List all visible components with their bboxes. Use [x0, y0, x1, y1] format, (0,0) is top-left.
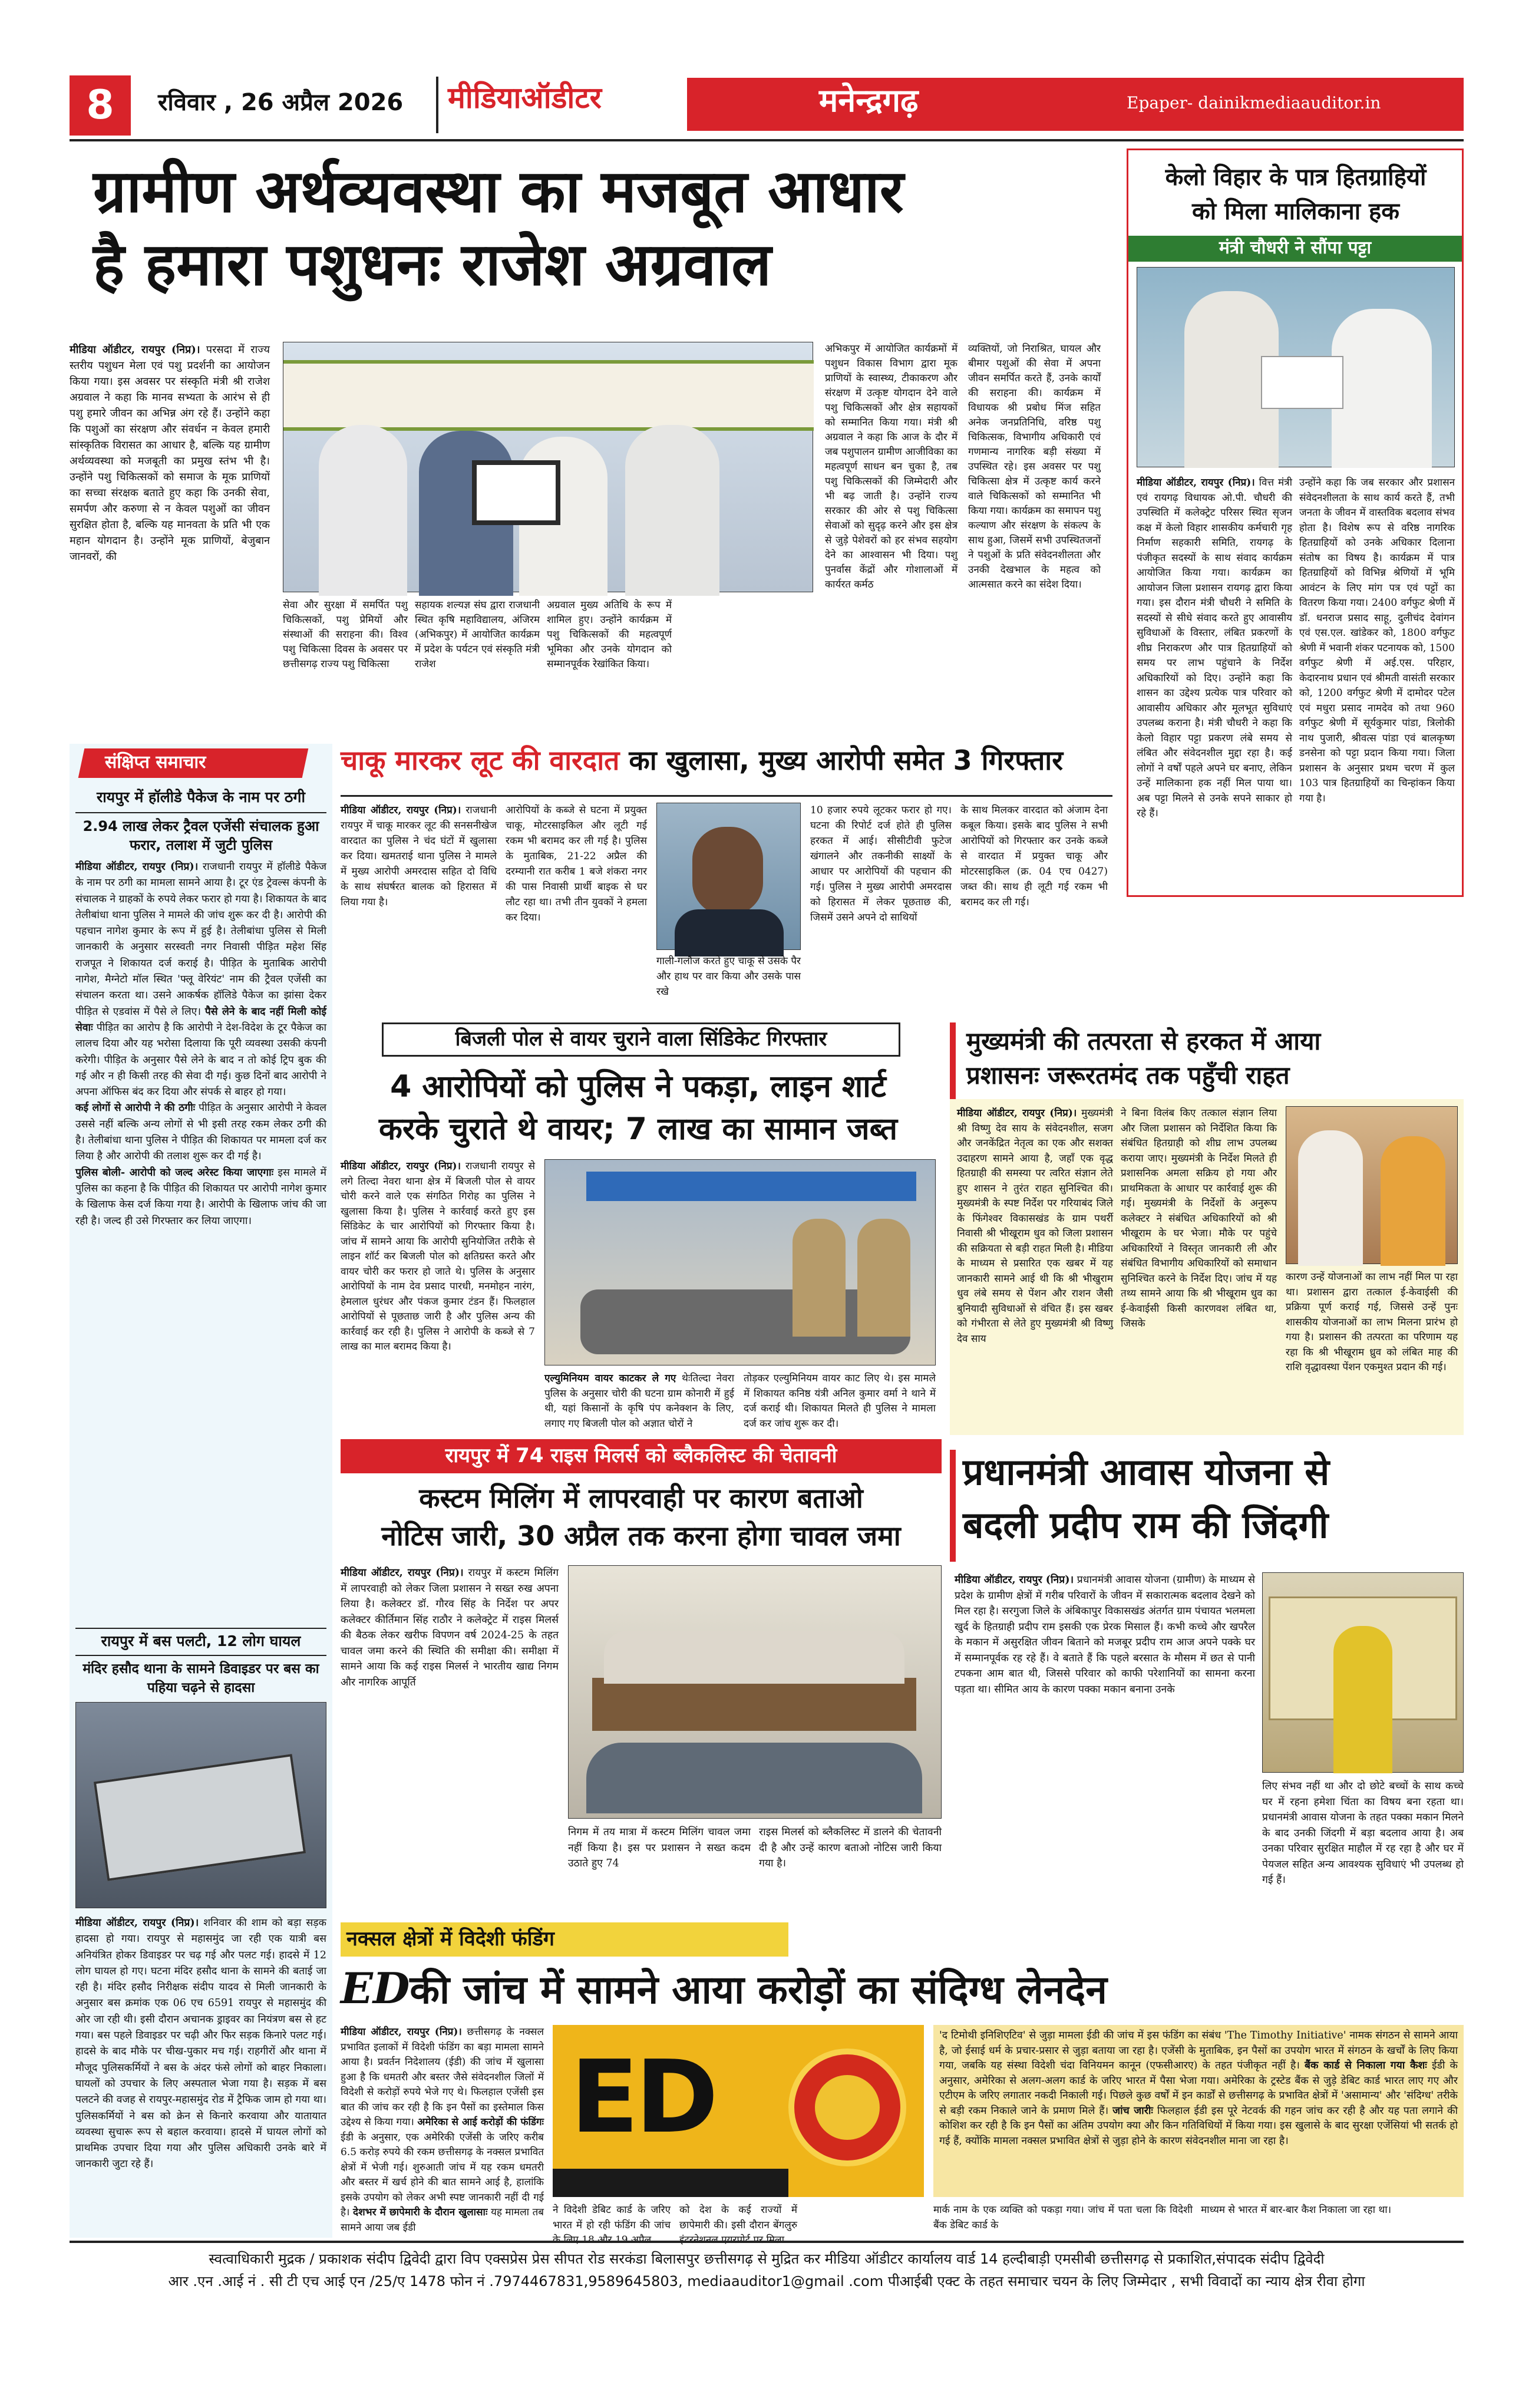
cm-headline-line1: मुख्यमंत्री की तत्परता से हरकत में आया — [966, 1027, 1321, 1055]
cm-photo — [1286, 1106, 1458, 1264]
ed-headline-text: की जांच में सामने आया करोड़ों का संदिग्ध लेनदेन — [410, 1967, 1107, 2013]
policeman-2 — [857, 1219, 910, 1337]
rice-banner: रायपुर में 74 राइस मिलर्स को ब्लैकलिस्ट की चेतावनी — [445, 1444, 837, 1467]
chaku-headline-rest: का खुलासा, मुख्य आरोपी समेत 3 गिरफ्तार — [619, 744, 1064, 776]
kelo-document — [1261, 356, 1343, 409]
brief-story1: मीडिया ऑडीटर, रायपुर (निप्र)। राजधानी रायपुर में हॉलीडे पैकेज के नाम पर ठगी का मामला सामने आया है। टूर एंड ट्रेवल्स कंपनी के संचालक ने ग्राहकों के रुपये लेकर फरार हो गया है। शिकायत के बाद तेलीबांधा थाना पुलिस ने मामले की जांच शुरू कर दी है। आरोपी की पहचान नागेश कुमार के रूप में हुई है। तेलीबांधा पुलिस से मिली जानकारी के अनुसार सरस्वती नगर निवासी पीड़ित महेश सिंह राजपूत ने शिकायत दर्ज कराई है। पीड़ित के मुताबिक आरोपी नागेश, मैग्नेटो मॉल स्थित 'फ्लू वेरियंट' नाम की ट्रैवल एजेंसी का संचालन करता था। उसने आकर्षक हॉलिडे पैकेज का झांसा देकर पीड़ित से एडवांस में पैसे ले लिए। पैसे लेने के बाद नहीं मिली कोई सेवाः पीड़ित का आरोप है कि आरोपी ने देश-विदेश के टूर पैकेज का लालच दिया और यह भरोसा दिलाया कि पूरी व्यवस्था उसकी कंपनी करेगी। पीड़ित के अनुसार पैसे लेने के बाद न तो कोई ट्रिप बुक की गई और न ही किसी तरह की सेवा दी गई। कुछ दिनों बाद आरोपी ने अपना ऑफिस बंद कर दिया और संपर्क से बाहर हो गया। कई लोगों से आरोपी ने की ठगीः पीड़ित के अनुसार आरोपी ने केवल उससे नहीं बल्कि अन्य लोगों से भी इसी तरह रकम लेकर ठगी की है। तेलीबांधा थाना पुलिस ने पीड़ित की शिकायत पर मामला दर्ज कर लिया है और आरोपी की तलाश शुरू कर दी गई है। पुलिस बोली- आरोपी को जल्द अरेस्ट किया जाएगाः इस मामले में पुलिस का कहना है कि पीड़ित की शिकायत पर आरोपी नागेश कुमार के खिलाफ केस दर्ज किया गया है। आरोपी के खिलाफ जांच की जा रही है। जल्द ही उसे गिरफ्तार कर लिया जाएगा। — [75, 861, 326, 1227]
masthead-rule — [70, 139, 1464, 141]
rice-story — [341, 1439, 947, 1916]
pm-body: मीडिया ऑडीटर, रायपुर (निप्र)। प्रधानमंत्री आवास योजना (ग्रामीण) के माध्यम से प्रदेश के ग्रामीण क्षेत्रों में गरीब परिवारों के जीवन में सकारात्मक बदलाव देखने को मिल रहा है। सरगुजा जिले के अंबिकापुर विकासखंड अंतर्गत ग्राम पंचायत भलमला खुर्द के हितग्राही प्रदीप राम इसकी एक प्रेरक मिसाल हैं। कभी कच्चे और खपरैल के मकान में असुरक्षित जीवन बिताने को मजबूर प्रदीप राम आज अपने पक्के घर में सम्मानपूर्वक रह रहे हैं। वे बताते हैं कि पहले बरसात के मौसम में छत से पानी टपकना आम बात थी, जिससे परिवार को काफी परेशानियों का सामना करना पड़ता था। सीमित आय के कारण पक्का मकान बनाना उनके — [955, 1574, 1255, 1696]
kelo-col2: उन्होंने कहा कि जब सरकार और प्रशासन संवेदनशीलता के साथ कार्य करते हैं, तभी जनता के जीवन में वास्तविक बदलाव संभव होता है। विशेष रूप से वरिष्ठ नागरिक हितग्राहियों को उनके अधिकार दिलाना संतोष का विषय है। कार्यक्रम में पात्र हितग्राहियों को विभिन्न श्रेणियों में भूमि आवंटन के लिए मांग पत्र एवं पट्टों का वितरण किया गया। 2400 वर्गफुट श्रेणी में डॉ. धनराज प्रसाद साहू, दुलीचंद देवांगन एवं एस.एल. खांडेकर को, 1800 वर्गफुट श्रेणी में भवानी शंकर पटनायक को, 1500 वर्गफुट श्रेणी में अई.एस. परिहार, केदारनाथ प्रधान एवं श्रीमती वासंती सरकार को, 1200 वर्गफुट श्रेणी में दामोदर पटेल एवं मधुरा प्रसाद नामदेव को तथा 960 वर्गफुट श्रेणी में सूर्यकुमार पांडा, त्रिलोकी नाथ पुजारी, श्रीवत्स पांडा एवं बालकृष्ण डनसेना को पट्टा प्रदान किया गया। जिला प्रशासन के अनुसार प्रथम चरण में कुल 103 पात्र हितग्राहियों का चिन्हांकन किया गया है। — [1299, 477, 1455, 804]
chaku-story — [341, 744, 1118, 1021]
accused-shirt — [675, 909, 784, 956]
city-name: मनेन्द्रगढ़ — [819, 82, 919, 119]
kelo-byline: मीडिया ऑडीटर, रायपुर (निप्र)। — [1137, 477, 1255, 489]
beneficiary — [1333, 1626, 1392, 1773]
chaku-col3: 10 हजार रुपये लूटकर फरार हो गए। घटना की रिपोर्ट दर्ज होते ही पुलिस हरकत में आई। सीसीटीवी फुटेज खंगालने और तकनीकी साक्ष्यों के आधार पर आरोपियों की पहचान की गई। पुलिस ने मुख्य आरोपी अमरदास को हिरासत में लेकर पूछताछ की, जिसमें उसने अपने दो साथियों — [810, 804, 952, 923]
cm-story — [950, 1022, 1464, 1435]
chaku-col4: के साथ मिलकर वारदात को अंजाम देना कबूल किया। इसके बाद पुलिस ने सभी आरोपियों को गिरफ्तार कर उनके कब्जे से वारदात में प्रयुक्त चाकू और मोटरसाइकिल (क्र. 04 एच 0427) जब्त की। साथ ही लूटी गई रकम भी बरामद कर ली गई। — [960, 804, 1108, 908]
cm-person-2 — [1381, 1136, 1445, 1266]
ed-foot2: माध्यम से भारत में बार-बार कैश निकाला जा रहा था। — [1201, 2204, 1392, 2216]
rice-body: मीडिया ऑडीटर, रायपुर (निप्र)। रायपुर में कस्टम मिलिंग में लापरवाही को लेकर जिला प्रशासन ने सख्त रुख अपना लिया है। कलेक्टर डॉ. गौरव सिंह के निर्देश पर अपर कलेक्टर कीर्तिमान सिंह राठौर ने कलेक्ट्रेट में राइस मिलर्स की बैठक लेकर खरीफ विपणन वर्ष 2024-25 के तहत चावल जमा करने की स्थिति की समीक्षा की। समीक्षा में सामने आया कि कई राइस मिलर्स ने भारतीय खाद्य निगम और नागरिक आपूर्ति — [341, 1567, 559, 1688]
lead-col2: सेवा और सुरक्षा में समर्पित पशु चिकित्सकों, पशु प्रेमियों और संस्थाओं की सराहना की। विश्व पशु चिकित्सा दिवस के अवसर पर छत्तीसगढ़ राज्य पशु चिकित्सा — [283, 599, 408, 670]
rice-headline-line2: नोटिस जारी, 30 अप्रैल तक करना होगा चावल जमा — [381, 1520, 901, 1552]
cm-col2: ने बिना विलंब किए तत्काल संज्ञान लिया और जिला प्रशासन को निर्देशित किया कि संबंधित हितग्राही को शीघ्र लाभ उपलब्ध कराया जाए। मुख्यमंत्री के निर्देश मिलते ही प्रशासनिक अमला सक्रिय हो गया और प्राथमिकता के आधार पर कार्रवाई शुरू की गई। मुख्यमंत्री के निर्देशों के अनुरूप कलेक्टर ने संबंधित अधिकारियों को श्री भीखूराम के घर भेजा। मौके पर पहुंचे अधिकारियों ने विस्तृत जानकारी ली और संबंधित विभागीय अधिकारियों को समाधान सुनिश्चित करने के निर्देश दिए। जांच में यह तथ्य सामने आया कि श्री भीखूराम धुव का ई-केवाईसी किसी कारणवश लंबित था, जिसके — [1121, 1107, 1277, 1330]
bijli-headline-line2: करके चुराते थे वायर; 7 लाख का सामान जब्त — [378, 1111, 898, 1147]
lead-col5: अभिकपुर में आयोजित कार्यक्रमों में पशुधन विकास विभाग द्वारा मूक प्राणियों के स्वास्थ्य, टीकाकरण और संरक्षण में उत्कृष्ट योगदान देने वाले पशु चिकित्सकों और क्षेत्र सहायकों को सम्मानित किया गया। मंत्री श्री अग्रवाल ने कहा कि आज के दौर में जब पशुपालन ग्रामीण आजीविका का महत्वपूर्ण साधन बन चुका है, तब पशु चिकित्सकों की जिम्मेदारी और भी बढ़ जाती है। उन्होंने राज्य सरकार की ओर से पशु चिकित्सा सेवाओं को सुदृढ़ करने और इस क्षेत्र से जुड़े पेशेवरों को हर संभव सहयोग देने का आश्वासन भी दिया। पशु पुनर्वास केंद्रों और गोशालाओं में कार्यरत कर्मठ — [825, 343, 958, 591]
ed-logo-letters: ED — [570, 2039, 715, 2156]
ed-story — [341, 1922, 1464, 2246]
brief-story2: मीडिया ऑडीटर, रायपुर (निप्र)। शनिवार की शाम को बड़ा सड़क हादसा हो गया। रायपुर से महासमुंद जा रही एक यात्री बस अनियंत्रित होकर डिवाइडर पर चढ़ गई और पलट गई। हादसे में 12 लोग घायल हो गए। घटना मंदिर हसौद थाना के सामने की बताई जा रही है। मंदिर हसौद निरीक्षक संदीप यादव से मिली जानकारी के अनुसार बस क्रमांक एक 06 एच 6591 रायपुर से महासमुंद की ओर जा रही थी। इसी दौरान अचानक ड्राइवर का नियंत्रण बस से हट गया। बस पहले डिवाइडर पर चढ़ी और फिर सड़क किनारे पलट गई। हादसे के बाद मौके पर चीख-पुकार मच गई। राहगीरों और थाना में मौजूद पुलिसकर्मियों ने बस के अंदर फंसे लोगों को बाहर निकाला। घायलों को उपचार के लिए अस्पताल भेजा गया है। सड़क में बस पलटने की वजह से रायपुर-महासमुंद रोड में ट्रैफिक जाम हो गया था। पुलिसकर्मियों ने बस को क्रेन से किनारे करवाया और यातायात व्यवस्था सुचारू रूप से बहाल करवाया। हादसे में घायल लोगों को प्राथमिक उपचार दिया गया और पुलिस अधिकारी उनके बारे में जानकारी जुटा रहे हैं। — [75, 1917, 326, 2171]
masthead-divider — [436, 77, 438, 133]
kelo-story — [1127, 149, 1464, 897]
chaku-headline-red: चाकू मारकर लूट की वारदात — [341, 744, 620, 776]
ed-seal-inner — [815, 2075, 880, 2140]
pm-headline-bar — [950, 1450, 956, 1562]
ed-headline-ed: ED — [341, 1963, 410, 2013]
ed-graphic-caption-strip — [553, 2169, 788, 2197]
kelo-headline-line2: को मिला मालिकाना हक — [1192, 198, 1399, 225]
kelo-subhead: मंत्री चौधरी ने सौंपा पट्टा — [1219, 237, 1372, 258]
ed-headline — [341, 1962, 1464, 2019]
date: रविवार , 26 अप्रैल 2026 — [158, 89, 404, 116]
pm-col2: लिए संभव नहीं था और दो छोटे बच्चों के साथ कच्चे घर में रहना हमेशा चिंता का विषय बना रहता था। प्रधानमंत्री आवास योजना के तहत पक्का मकान मिलने के बाद उनकी जिंदगी में बड़ा बदलाव आया है। अब उनका परिवार सुरक्षित माहौल में रह रहा है और घर में पेयजल सहित अन्य आवश्यक सुविधाएं भी उपलब्ध हो गई हैं। — [1262, 1780, 1464, 1886]
lead-col3: सहायक शल्यज्ञ संघ द्वारा राजधानी स्थित कृषि महाविद्यालय, अंजिरम (अभिकपुर) में आयोजित कार्यक्रम में प्रदेश के पर्यटन एवं संस्कृति मंत्री राजेश — [415, 599, 540, 670]
ed-col4: 'द टिमोथी इनिशिएटिव' से जुड़ा मामला ईडी की जांच में इस फंडिंग का संबंध 'The Timothy Initiative' नामक संगठन से सामने आया है, जो ईसाई धर्म के प्रचार-प्रसार से जुड़ा बताया जा रहा है। एजेंसी के मुताबिक, इन पैसों का उपयोग भारत में संगठन के खर्चों के लिए किया गया, जबकि यह संस्था विदेशी चंदा विनियमन कानून (एफसीआरए) के तहत पंजीकृत नहीं है। बैंक कार्ड से निकाला गया कैशः ईडी के अनुसार, अमेरिका से अलग-अलग कार्ड के जरिए भारत में पैसा भेजा गया। अमेरिका के ट्रस्टेड बैंक से जुड़े डेबिट कार्ड भारत लाए गए और एटीएम के जरिए लगातार नकदी निकाली गई। पिछले कुछ वर्षों में इन कार्डों से छत्तीसगढ़ के प्रभावित क्षेत्रों में 'असामान्य' और 'संदिग्ध' तरीके से बड़ी रकम निकाले जाने के प्रमाण मिले हैं। जांच जारीः फिलहाल ईडी इस पूरे नेटवर्क की गहन जांच कर रही है और यह पता लगाने की कोशिश कर रही है कि इन पैसों का अंतिम उपयोग क्या और किन गतिविधियों में किया गया। इस खुलासे के बाद सुरक्षा एजेंसियां भी सतर्क हो गई हैं, क्योंकि मामला नक्सल प्रभावित क्षेत्रों से जुड़ा होने के कारण संवेदनशील माना जा रहा है। — [939, 2030, 1458, 2147]
ed-kicker: नक्सल क्षेत्रों में विदेशी फंडिंग — [346, 1927, 554, 1951]
kelo-col1: मीडिया ऑडीटर, रायपुर (निप्र)। वित्त मंत्री एवं रायगढ़ विधायक ओ.पी. चौधरी की उपस्थिति में कलेक्ट्रेट परिसर स्थित सृजन कक्ष में केलो विहार शासकीय कर्मचारी गृह निर्माण सहकारी समिति, रायगढ़ के पंजीकृत सदस्यों के साथ संवाद कार्यक्रम आयोजित किया गया। कार्यक्रम का आयोजन जिला प्रशासन रायगढ़ द्वारा किया गया। इस दौरान मंत्री चौधरी ने समिति के सदस्यों से सीधे संवाद करते हुए आवासीय सुविधाओं के विस्तार, लंबित प्रकरणों के शीघ्र निराकरण और पात्र हितग्राहियों को समय पर लाभ पहुंचाने के निर्देश अधिकारियों को दिए। उन्होंने कहा कि शासन का उद्देश्य प्रत्येक पात्र परिवार को आवासीय अधिकार और मूलभूत सुविधाएं उपलब्ध कराना है। मंत्री चौधरी ने कहा कि केलो विहार पट्टा प्रकरण लंबे समय से लंबित और संवेदनशील मुद्दा रहा है। कई लोगों ने वर्षों पहले अपने घर बनाए, लेकिन उन्हें मालिकाना हक नहीं मिल पाया था। अब पट्टा मिलने से उनके सपने साकार हो रहे हैं। — [1137, 477, 1292, 819]
page-number: 8 — [86, 82, 114, 128]
bijli-story — [341, 1022, 942, 1435]
policeman-1 — [793, 1219, 846, 1337]
meeting-table — [592, 1678, 916, 1731]
bijli-kicker: बिजली पोल से वायर चुराने वाला सिंडिकेट गिरफ्तार — [455, 1027, 827, 1051]
police-station-photo — [544, 1159, 936, 1365]
kelo-photo — [1137, 267, 1455, 467]
epaper-url[interactable]: Epaper- dainikmediaauditor.in — [1127, 93, 1381, 113]
lead-col1: मीडिया ऑडीटर, रायपुर (निप्र)। परसदा में राज्य स्तरीय पशुधन मेला एवं पशु प्रदर्शनी का आयोजन किया गया। इस अवसर पर संस्कृति मंत्री श्री राजेश अग्रवाल ने कहा कि मानव सभ्यता के आरंभ से ही पशु हमारे जीवन का अभिन्न अंग रहे हैं। उन्होंने कहा कि पशुओं का संरक्षण और संवर्धन न केवल हमारी सांस्कृतिक विरासत का आधार है, बल्कि यह ग्रामीण अर्थव्यवस्था को मजबूती का प्रमुख स्तंभ भी है। उन्होंने पशु चिकित्सकों को समाज के मूक प्राणियों का सच्चा संरक्षक बताते हुए कहा कि उनकी सेवा, समर्पण और करुणा से न केवल पशुओं का जीवन सुरक्षित होता है, बल्कि यह मानवता के प्रति भी एक महान योगदान है। उन्होंने मूक प्राणियों, बेजुबान जानवरों, की — [70, 344, 270, 563]
ed-col3: को देश के कई राज्यों में छापेमारी की। इसी दौरान बेंगलुरु इंटरनेशनल एयरपोर्ट पर मिला — [679, 2204, 797, 2246]
award-frame — [472, 460, 560, 525]
pm-photo — [1262, 1572, 1464, 1773]
bijli-caption2: तोड़कर एल्युमिनियम वायर काट लिए थे। इस मामले में शिकायत कनिष्ठ यंत्री अनिल कुमार वर्मा ने थाने में दर्ज कराई थी। शिकायत मिलते ही पुलिस ने मामला दर्ज कर जांच शुरू कर दी। — [744, 1373, 936, 1430]
bijli-headline-line1: 4 आरोपियों को पुलिस ने पकड़ा, लाइन शार्ट — [390, 1069, 886, 1104]
lead-story — [70, 147, 1111, 737]
lead-headline-line1: ग्रामीण अर्थव्यवस्था का मजबूत आधार — [93, 157, 904, 226]
cm-col3: कारण उन्हें योजनाओं का लाभ नहीं मिल पा रहा था। प्रशासन द्वारा तत्काल ई-केवाईसी की प्रक्रिया पूर्ण कराई गई, जिससे उन्हें पुनः शासकीय योजनाओं का लाभ मिलना प्रारंभ हो गया है। प्रशासन की तत्परता का परिणाम यह रहा कि श्री भीखूराम ध्रुव को लंबित माह की राशि वृद्धावस्था पेंशन एकमुश्त प्रदान की गई। — [1286, 1271, 1458, 1373]
pm-headline-line2: बदली प्रदीप राम की जिंदगी — [963, 1503, 1329, 1546]
chaku-col2: आरोपियों के कब्जे से घटना में प्रयुक्त चाकू, मोटरसाइकिल और लूटी गई रकम भी बरामद कर ली गई है। पुलिस के मुताबिक, 21-22 अप्रैल की दरम्यानी रात करीब 1 बजे शंकरा नगर की पास निवासी प्रार्थी बाइक से घर लौट रहा था। तभी तीन युवकों ने हमला कर दिया। — [506, 804, 647, 923]
bus-accident-photo — [75, 1702, 326, 1908]
pm-story — [950, 1439, 1464, 1916]
lead-headline-line2: है हमारा पशुधनः राजेश अग्रवाल — [93, 230, 772, 299]
cm-headline-line2: प्रशासनः जरूरतमंद तक पहुँची राहत — [966, 1061, 1290, 1090]
ed-foot1: मार्क नाम के एक व्यक्ति को पकड़ा गया। जांच में पता चला कि विदेशी बैंक डेबिट कार्ड के — [933, 2204, 1193, 2231]
cm-person-1 — [1298, 1130, 1363, 1266]
imprint-line2: आर .एन .आई नं . सी टी एच आई एन /25/ए 1478 फोन नं .7974467831,9589645803, mediaauditor1@gmail .com पीआईबी एक्ट के तहत समाचार चयन के लिए जिम्मेदार , सभी विवादों का न्याय क्षेत्र रीवा होगा — [168, 2273, 1365, 2290]
bijli-caption1: एल्युमिनियम वायर काटकर ले गए थेःतिल्दा नेवरा पुलिस के अनुसार चोरी की घटना ग्राम कोनारी में हुई थी, यहां किसानों के कृषि पंप कनेक्शन के लिए, लगाए गए बिजली पोल को अज्ञात चोरों ने — [544, 1373, 735, 1430]
overturned-bus — [94, 1754, 306, 1881]
rice-col3: राइस मिलर्स को ब्लैकलिस्ट में डालने की चेतावनी दी है और उन्हें कारण बताओ नोटिस जारी किया गया है। — [759, 1826, 942, 1869]
station-sign — [586, 1172, 916, 1201]
imprint-line1: स्वत्वाधिकारी मुद्रक / प्रकाशक संदीप द्विवेदी द्वारा विप एक्सप्रेस प्रेस सीपत रोड सरकंडा बिलासपुर छत्तीसगढ़ से मुद्रित कर मीडिया ऑडीटर कार्यालय वार्ड 14 हल्दीबाड़ी एमसीबी छत्तीसगढ़ से प्रकाशित,संपादक संदीप द्विवेदी — [209, 2251, 1325, 2267]
pm-headline-line1: प्रधानमंत्री आवास योजना से — [963, 1450, 1330, 1493]
officials — [604, 1631, 904, 1684]
person-4 — [625, 425, 719, 596]
brief-h2: रायपुर में बस पलटी, 12 लोग घायल — [101, 1632, 301, 1650]
lead-photo — [283, 342, 813, 592]
kelo-person-right — [1332, 309, 1432, 468]
lead-col6: व्यक्तियों, जो निराश्रित, घायल और बीमार पशुओं की सेवा में अपना जीवन समर्पित करते हैं, उनके कार्यों की सराहना की। कार्यक्रम में विधायक श्री प्रबोध मिंज सहित अनेक जनप्रतिनिधि, वरिष्ठ पशु चिकित्सक, विभागीय अधिकारी एवं गणमान्य नागरिक बड़ी संख्या में उपस्थित रहे। इस अवसर पर पशु चिकित्सा क्षेत्र में उत्कृष्ट कार्य करने वाले चिकित्सकों को सम्मानित भी किया गया। कार्यक्रम का समापन पशु कल्याण और संरक्षण के संकल्प के साथ हुआ, जिसमें सभी उपस्थितजनों ने पशुओं के प्रति संवेदनशीलता और उनकी देखभाल के महत्व को आत्मसात करने का संदेश दिया। — [968, 343, 1101, 591]
kelo-headline-line1: केलो विहार के पात्र हितग्राहियों — [1165, 164, 1427, 191]
ed-col1: मीडिया ऑडीटर, रायपुर (निप्र)। छत्तीसगढ़ के नक्सल प्रभावित इलाकों में विदेशी फंडिंग का बड़ा मामला सामने आया है। प्रवर्तन निदेशालय (ईडी) की जांच में खुलासा हुआ है कि धमतरी और बस्तर जैसे संवेदनशील जिलों में विदेशी से करोड़ों रुपये भेजे गए थे। फिलहाल एजेंसी इस बात की जांच कर रही है कि इन पैसों का इस्तेमाल किस उद्देश्य से किया गया। अमेरिका से आई करोड़ों की फंडिंगः ईडी के अनुसार, एक अमेरिकी एजेंसी के जरिए करीब 6.5 करोड़ रुपये की रकम छत्तीसगढ़ के नक्सल प्रभावित क्षेत्रों में भेजी गई। शुरुआती जांच में यह रकम धमतरी और बस्तर में खर्च होने की बात सामने आई है, हालांकि इसके उपयोग को लेकर अभी स्पष्ट जानकारी नहीं दी गई है। देशभर में छापेमारी के दौरान खुलासाः यह मामला तब सामने आया जब ईडी — [341, 2026, 544, 2234]
rice-headline-line1: कस्टम मिलिंग में लापरवाही पर कारण बताओ — [419, 1482, 863, 1514]
rice-col2: निगम में तय मात्रा में कस्टम मिलिंग चावल जमा नहीं किया है। इस पर प्रशासन ने सख्त कदम उठाते हुए 74 — [568, 1826, 751, 1869]
lead-col4: अग्रवाल मुख्य अतिथि के रूप में शामिल हुए। उन्होंने कार्यक्रम में पशु चिकित्सकों की महत्वपूर्ण भूमिका और उनके योगदान को सम्मानपूर्वक रेखांकित किया। — [547, 599, 672, 670]
chaku-caption: गाली-गलौज करते हुए चाकू से उसके पैर और हाथ पर वार किया और उसके पास रखे — [656, 955, 801, 998]
brief-h1b: 2.94 लाख लेकर ट्रैवल एजेंसी संचालक हुआ फरार, तलाश में जुटी पुलिस — [82, 818, 319, 853]
ed-graphic — [553, 2025, 924, 2197]
attendees — [586, 1743, 922, 1813]
chaku-col1: मीडिया ऑडीटर, रायपुर (निप्र)। राजधानी रायपुर में चाकू मारकर लूट की सनसनीखेज वारदात का पुलिस ने चंद घंटों में खुलासा कर दिया। खमतराई थाना पुलिस ने मामले में मुख्य आरोपी अमरदास सहित दो विधि के साथ संघर्षरत बालक को हिरासत में लिया गया है। — [341, 804, 497, 908]
ed-col2: ने विदेशी डेबिट कार्ड के जरिए भारत में हो रही फंडिंग की जांच के लिए 18 और 19 अप्रैल — [553, 2204, 671, 2246]
photo-banner — [283, 360, 814, 431]
cm-col1: मीडिया ऑडीटर, रायपुर (निप्र)। मुख्यमंत्री श्री विष्णु देव साय के संवेदनशील, सजग और जनकेंद्रित नेतृत्व का एक और सशक्त उदाहरण सामने आया है, जहाँ एक वृद्ध हितग्राही की समस्या पर त्वरित संज्ञान लेते हुए शासन ने तुरंत राहत सुनिश्चित की। मुख्यमंत्री के स्पष्ट निर्देश पर गरियाबंद जिले के फिंगेश्वर विकासखंड के ग्राम पथर्री निवासी श्री भीखूराम धुव को जिला प्रशासन की सक्रियता से बड़ी राहत मिली है। मीडिया के माध्यम से प्रसारित एक खबर में यह जानकारी सामने आई थी कि श्री भीखुराम धुव लंबे समय से पेंशन और राशन जैसी बुनियादी सुविधाओं से वंचित हैं। इस खबर को गंभीरता से लेते हुए मुख्यमंत्री श्री विष्णु देव साय — [957, 1107, 1113, 1345]
accused-face — [692, 827, 763, 915]
bijli-body: मीडिया ऑडीटर, रायपुर (निप्र)। राजधानी रायपुर से लगे तिल्दा नेवरा थाना क्षेत्र में बिजली पोल से वायर चोरी करने वाले एक संगठित गिरोह का पुलिस ने खुलासा किया है। पुलिस ने कार्रवाई करते हुए इस सिंडिकेट के चार आरोपियों को गिरफ्तार किया है। जांच में सामने आया कि आरोपी सुनियोजित तरीके से लाइन शॉर्ट कर बिजली पोल को क्षतिग्रस्त करते और वायर चोरी कर फरार हो जाते थे। पुलिस के अनुसार आरोपियों के नाम देव प्रसाद पारधी, मनमोहन नारंग, हेमलाल धुरंधर और पंकज कुमार टंडन हैं। फिलहाल आरोपियों से पूछताछ जारी है और पुलिस अन्य की कार्रवाई कर रही है। पुलिस ने आरोपी के कब्जे से 7 लाख का माल बरामद किया है। — [341, 1160, 536, 1353]
chaku-headline — [341, 744, 1112, 797]
person-1 — [319, 425, 407, 596]
accused-photo — [656, 803, 801, 950]
imprint-footer — [70, 2241, 1464, 2297]
brief-label: संक्षिप्त समाचार — [105, 752, 206, 773]
paper-logo: मीडियाऑडीटर — [448, 81, 602, 115]
meeting-photo — [568, 1565, 942, 1819]
brief-h2b: मंदिर हसौद थाना के सामने डिवाइडर पर बस का पहिया चढ़ने से हादसा — [82, 1661, 319, 1696]
brief-h1: रायपुर में हॉलीडे पैकेज के नाम पर ठगी — [96, 789, 305, 806]
masthead — [0, 0, 1532, 146]
lead-byline: मीडिया ऑडीटर, रायपुर (निप्र)। — [70, 344, 200, 356]
brief-column — [70, 744, 332, 2238]
